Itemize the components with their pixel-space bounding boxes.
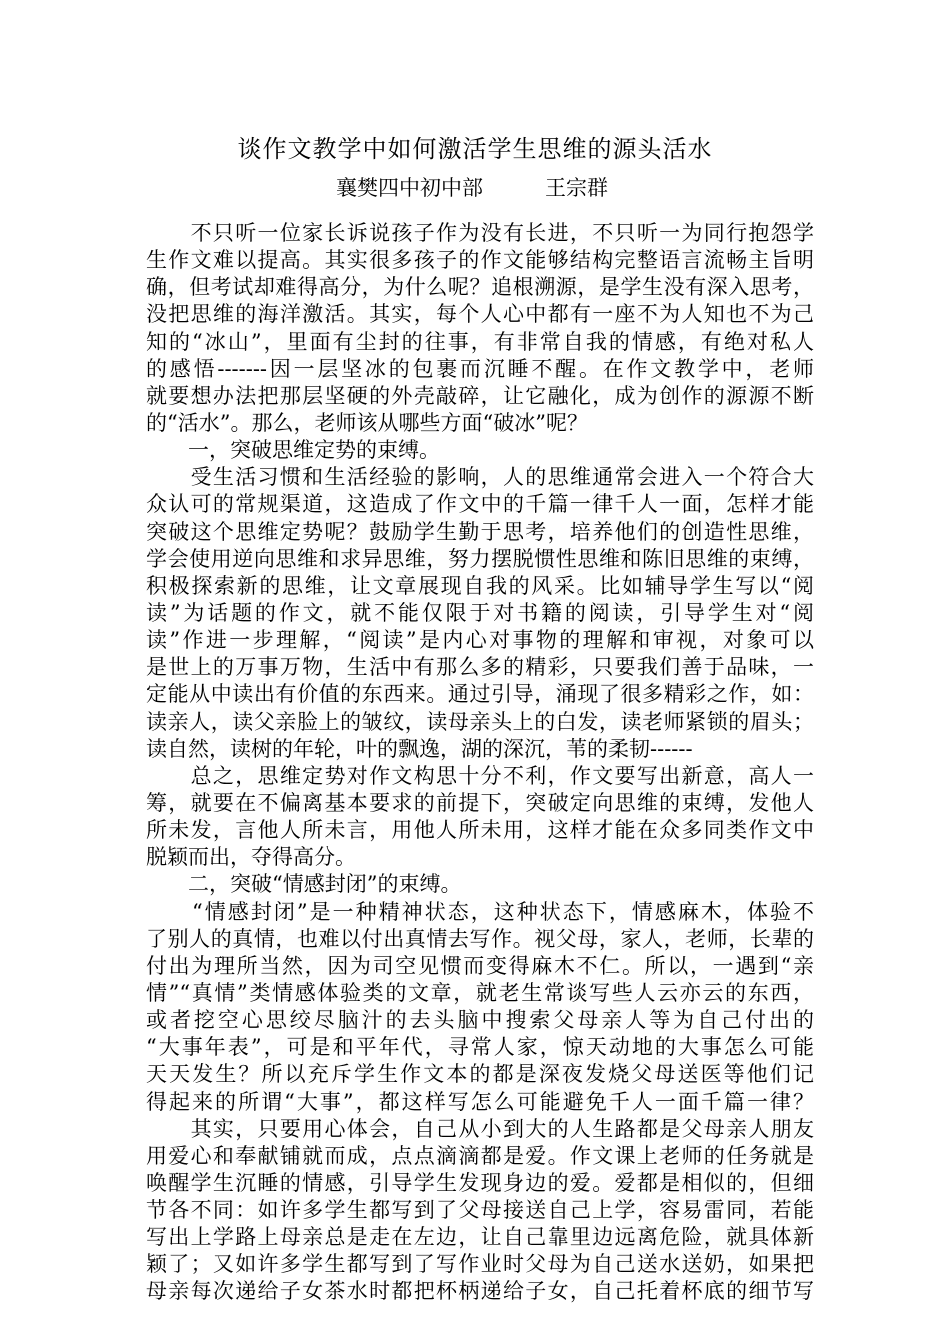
text-line: 的感悟-------因一层坚冰的包裹而沉睡不醒。在作文教学中，老师 <box>146 356 814 381</box>
text-line: 筹，就要在不偏离基本要求的前提下，突破定向思维的束缚，发他人 <box>146 790 814 815</box>
text-line: “大事年表”，可是和平年代，寻常人家，惊天动地的大事怎么可能 <box>146 1035 814 1060</box>
text-line: 读”作进一步理解，“阅读”是内心对事物的理解和审视，对象可以 <box>146 628 814 653</box>
text-line: 或者挖空心思绞尽脑汁的去头脑中搜索父母亲人等为自己付出的 <box>146 1008 814 1033</box>
text-line: 是世上的万事万物，生活中有那么多的精彩，只要我们善于品味，一 <box>146 655 814 680</box>
document-title: 谈作文教学中如何激活学生思维的源头活水 <box>237 135 713 163</box>
text-line: 二，突破“情感封闭”的束缚。 <box>146 872 462 897</box>
text-line: 读亲人，读父亲脸上的皱纹，读母亲头上的白发，读老师紧锁的眉头； <box>146 709 814 734</box>
byline <box>336 174 608 202</box>
text-line: 读”为话题的作文，就不能仅限于对书籍的阅读，引导学生对“阅 <box>146 600 814 625</box>
text-line: 用爱心和奉献铺就而成，点点滴滴都是爱。作文课上老师的任务就是 <box>146 1143 814 1168</box>
school-name: 襄樊四中初中部 <box>336 176 483 200</box>
text-line: 积极探索新的思维，让文章展现自我的风采。比如辅导学生写以“阅 <box>146 573 814 598</box>
text-line: 颖了；又如许多学生都写到了写作业时父母为自己送水送奶，如果把 <box>146 1252 814 1277</box>
text-line: 情”“真情”类情感体验类的文章，就老生常谈写些人云亦云的东西， <box>146 980 814 1005</box>
text-line: 唤醒学生沉睡的情感，引导学生发现身边的爱。爱都是相似的，但细 <box>146 1170 814 1195</box>
text-line: 总之，思维定势对作文构思十分不利，作文要写出新意，高人一 <box>146 763 814 788</box>
text-line: 知的“冰山”，里面有尘封的往事，有非常自我的情感，有绝对私人 <box>146 329 814 354</box>
text-line: 确，但考试却难得高分，为什么呢？追根溯源，是学生没有深入思考， <box>146 275 814 300</box>
text-line: 得起来的所谓“大事”，都这样写怎么可能避免千人一面千篇一律？ <box>146 1089 814 1114</box>
text-line: 母亲每次递给子女茶水时都把杯柄递给子女，自己托着杯底的细节写 <box>146 1279 814 1304</box>
text-line: 众认可的常规渠道，这造成了作文中的千篇一律千人一面，怎样才能 <box>146 492 814 517</box>
text-line: 一，突破思维定势的束缚。 <box>146 438 440 463</box>
text-line: 定能从中读出有价值的东西来。通过引导，涌现了很多精彩之作，如： <box>146 682 814 707</box>
text-line: 没把思维的海洋激活。其实，每个人心中都有一座不为人知也不为己 <box>146 302 814 327</box>
text-line: 所未发，言他人所未言，用他人所未用，这样才能在众多同类作文中 <box>146 818 814 843</box>
text-line: 节各不同：如许多学生都写到了父母接送自己上学，容易雷同，若能 <box>146 1198 814 1223</box>
text-line: 读自然，读树的年轮，叶的飘逸，湖的深沉，苇的柔韧------ <box>146 736 693 761</box>
body-text <box>146 220 814 1306</box>
text-line: 天天发生？所以充斥学生作文本的都是深夜发烧父母送医等他们记 <box>146 1062 814 1087</box>
text-line: “情感封闭”是一种精神状态，这种状态下，情感麻木，体验不 <box>146 899 814 924</box>
text-line: 学会使用逆向思维和求异思维，努力摆脱惯性思维和陈旧思维的束缚， <box>146 546 814 571</box>
text-line: 生作文难以提高。其实很多孩子的作文能够结构完整语言流畅主旨明 <box>146 248 814 273</box>
text-line: 其实，只要用心体会，自己从小到大的人生路都是父母亲人朋友 <box>146 1116 814 1141</box>
text-line: 写出上学路上母亲总是走在左边，让自己靠里边远离危险，就具体新 <box>146 1225 814 1250</box>
text-line: 突破这个思维定势呢？鼓励学生勤于思考，培养他们的创造性思维， <box>146 519 814 544</box>
text-line: 的“活水”。那么，老师该从哪些方面“破冰”呢？ <box>146 410 588 435</box>
text-line: 付出为理所当然，因为司空见惯而变得麻木不仁。所以，一遇到“亲 <box>146 953 814 978</box>
text-line: 不只听一位家长诉说孩子作为没有长进，不只听一为同行抱怨学 <box>146 221 814 245</box>
author-name: 王宗群 <box>545 176 608 200</box>
text-line: 受生活习惯和生活经验的影响，人的思维通常会进入一个符合大 <box>146 465 814 490</box>
text-line: 脱颖而出，夺得高分。 <box>146 845 356 870</box>
text-line: 了别人的真情，也难以付出真情去写作。视父母，家人，老师，长辈的 <box>146 926 814 951</box>
text-line: 就要想办法把那层坚硬的外壳敲碎，让它融化，成为创作的源源不断 <box>146 383 814 408</box>
